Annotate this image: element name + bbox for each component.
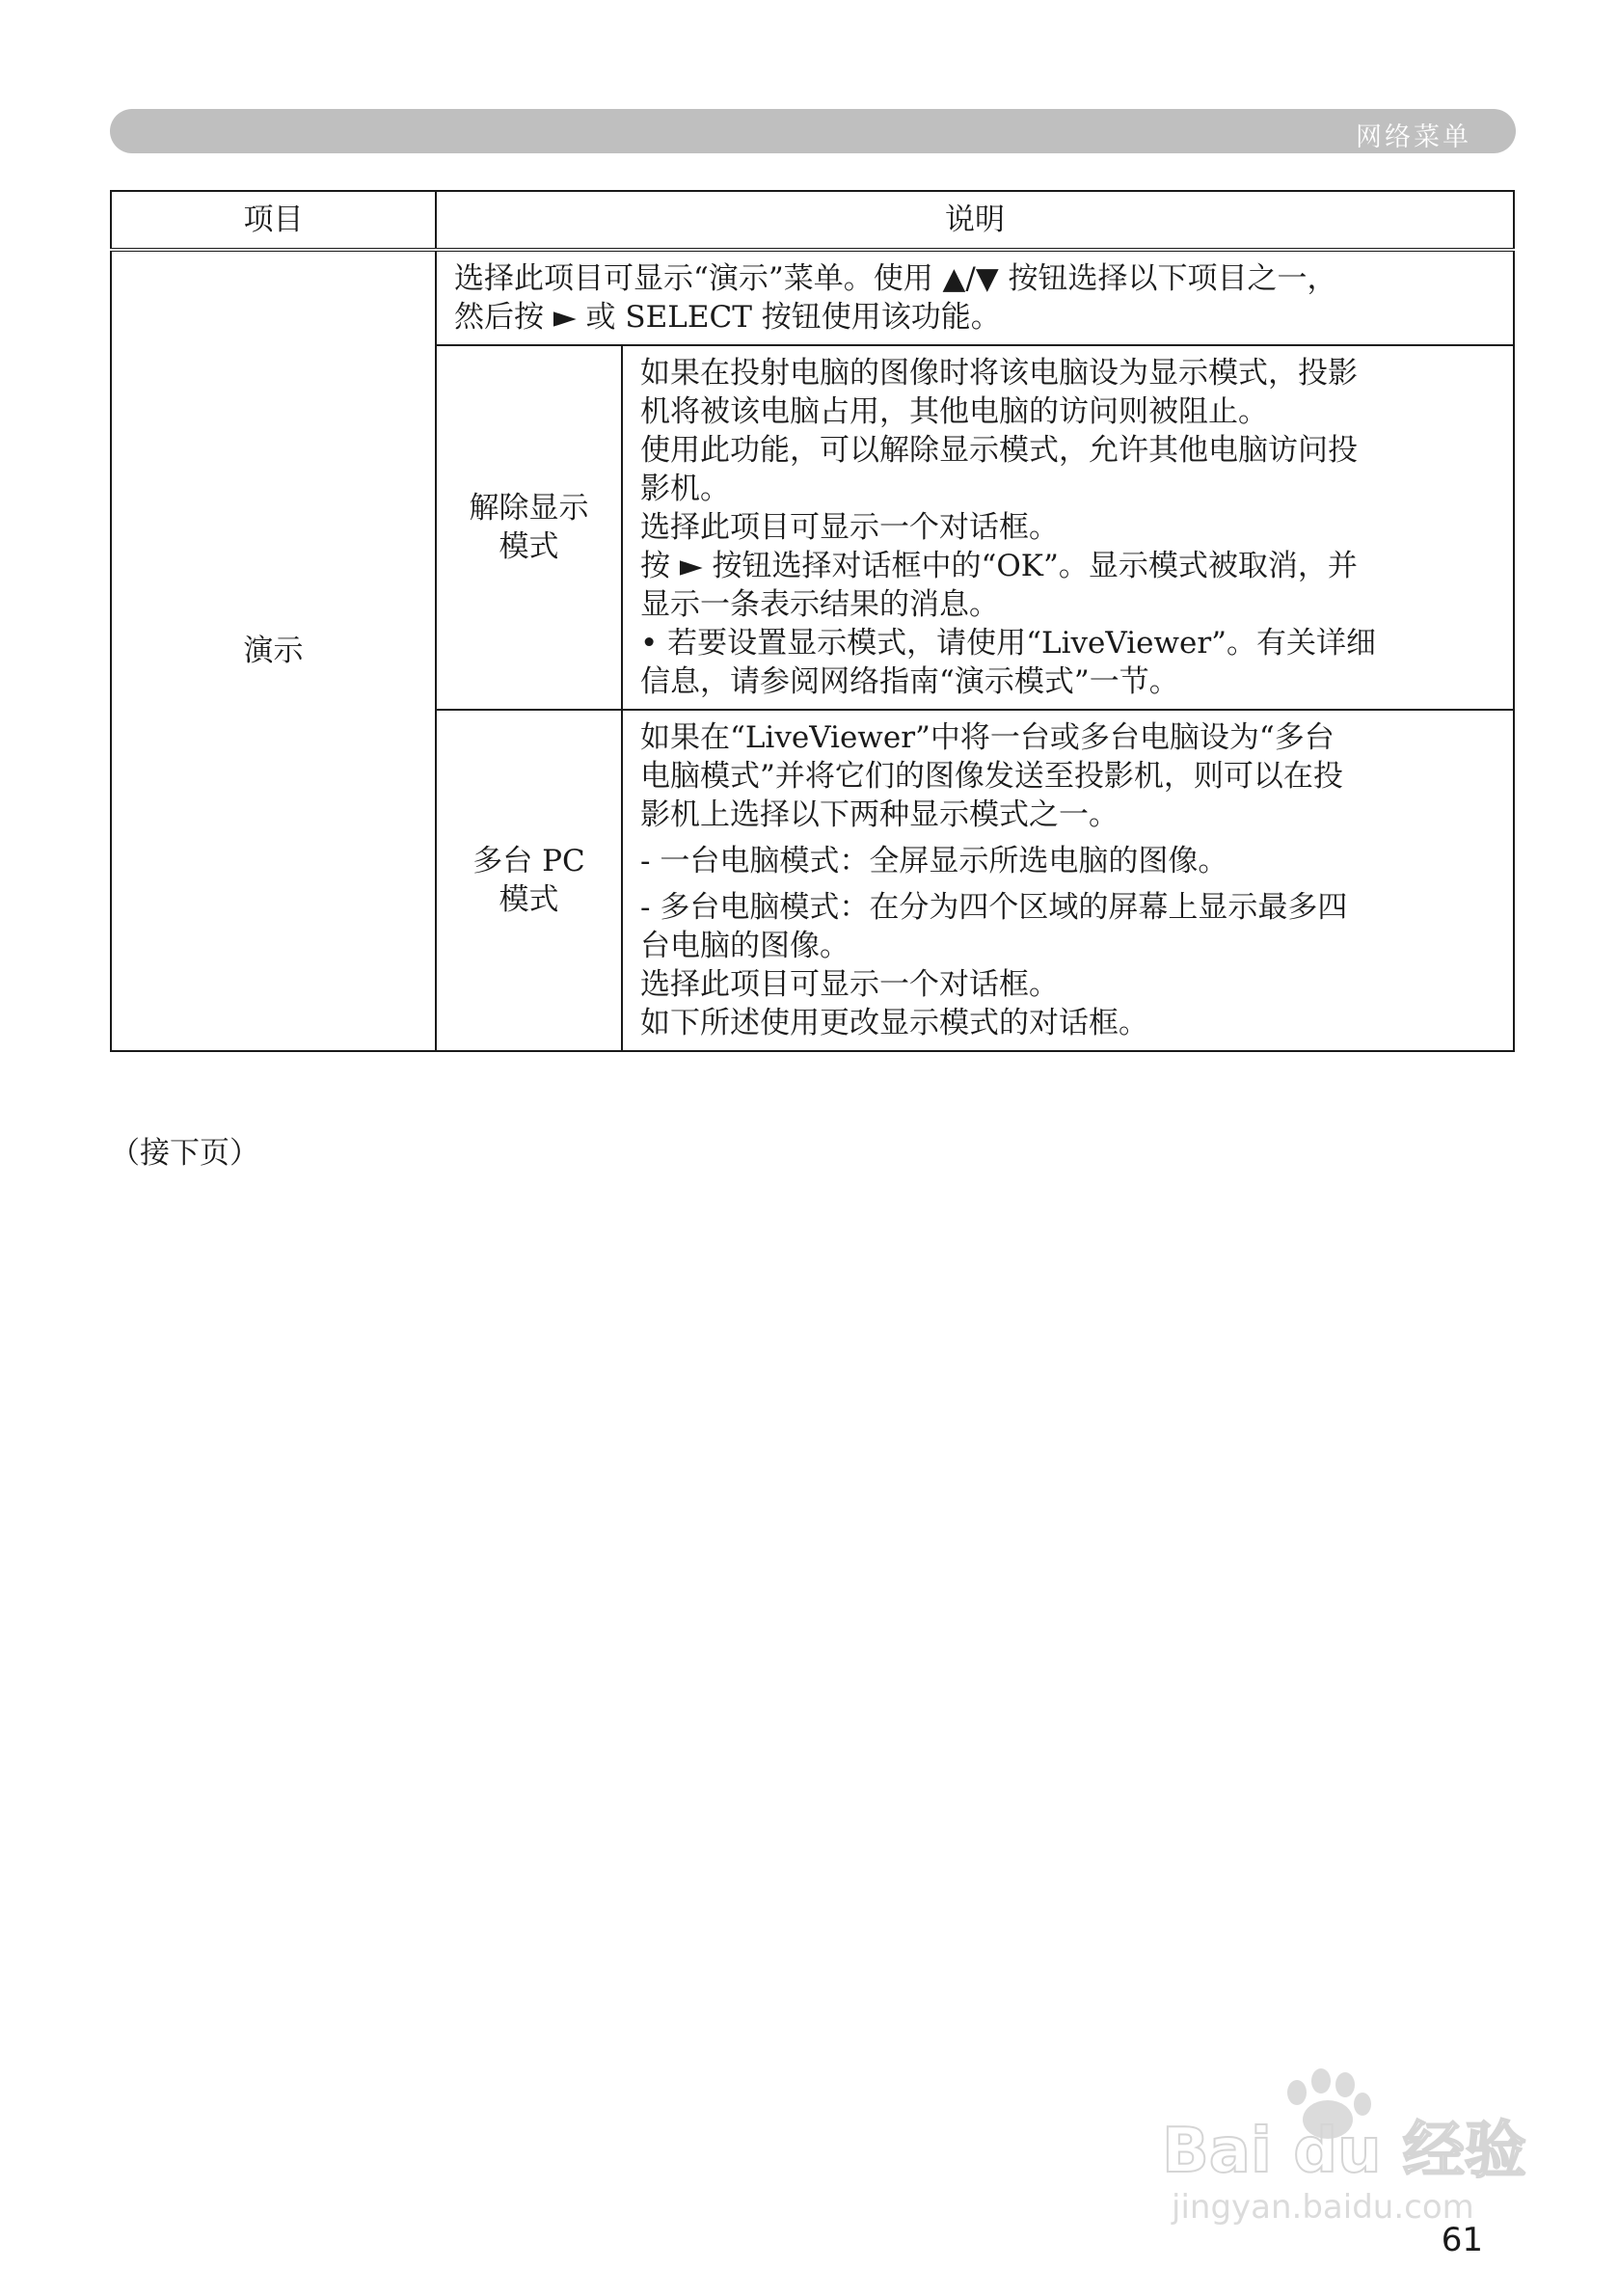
table-row [111,250,1514,345]
description-line: - 一台电脑模式：全屏显示所选电脑的图像。 [640,844,1228,878]
description-line: 选择此项目可显示一个对话框。 [640,967,1059,1002]
description-line: 信息，请参阅网络指南“演示模式”一节。 [640,664,1179,699]
header-bar [110,109,1516,153]
description-line: 电脑模式”并将它们的图像发送至投影机，则可以在投 [640,759,1343,794]
page-number: 61 [1441,2221,1483,2259]
description-line: 显示一条表示结果的消息。 [640,587,999,622]
intro-description [436,250,1514,345]
table-header-row [111,191,1514,250]
description-line: - 多台电脑模式：在分为四个区域的屏幕上显示最多四 [640,890,1348,925]
sub-item-label-line: 解除显示 [469,491,589,526]
description-line: 选择此项目可显示一个对话框。 [640,510,1059,545]
description-line: 如果在投射电脑的图像时将该电脑设为显示模式，投影 [640,356,1358,391]
sub-item-label-line: 模式 [499,882,559,917]
sub-item-description [622,710,1514,1051]
column-header-item: 项目 [111,191,436,250]
sub-item-description [622,345,1514,710]
menu-table [110,190,1515,1052]
description-line: 影机上选择以下两种显示模式之一。 [640,797,1119,832]
sub-item-label [436,710,622,1051]
header-title: 网络菜单 [1356,122,1471,152]
column-header-description: 说明 [436,191,1514,250]
intro-line: 选择此项目可显示“演示”菜单。使用 ▲/▼ 按钮选择以下项目之一， [454,261,1337,296]
description-line: 如果在“LiveViewer”中将一台或多台电脑设为“多台 [640,720,1335,755]
baidu-jingyan-watermark [1152,2064,1538,2228]
description-line: • 若要设置显示模式，请使用“LiveViewer”。有关详细 [640,626,1376,661]
continue-note: （接下页） [110,1136,259,1171]
description-line: 如下所述使用更改显示模式的对话框。 [640,1006,1148,1040]
sub-item-label-line: 模式 [499,529,559,564]
item-name-cell: 演示 [111,250,436,1051]
watermark-logo-text: Bai du 经验 [1162,2116,1526,2187]
description-line: 机将被该电脑占用，其他电脑的访问则被阻止。 [640,394,1268,429]
description-line: 使用此功能，可以解除显示模式，允许其他电脑访问投 [640,433,1358,468]
description-line: 台电脑的图像。 [640,929,849,963]
description-line: 影机。 [640,472,730,506]
sub-item-label [436,345,622,710]
watermark-url-text: jingyan.baidu.com [1172,2188,1474,2227]
description-line: 按 ► 按钮选择对话框中的“OK”。显示模式被取消，并 [640,549,1358,583]
sub-item-label-line: 多台 PC [472,844,585,878]
intro-line: 然后按 ► 或 SELECT 按钮使用该功能。 [454,300,1001,335]
